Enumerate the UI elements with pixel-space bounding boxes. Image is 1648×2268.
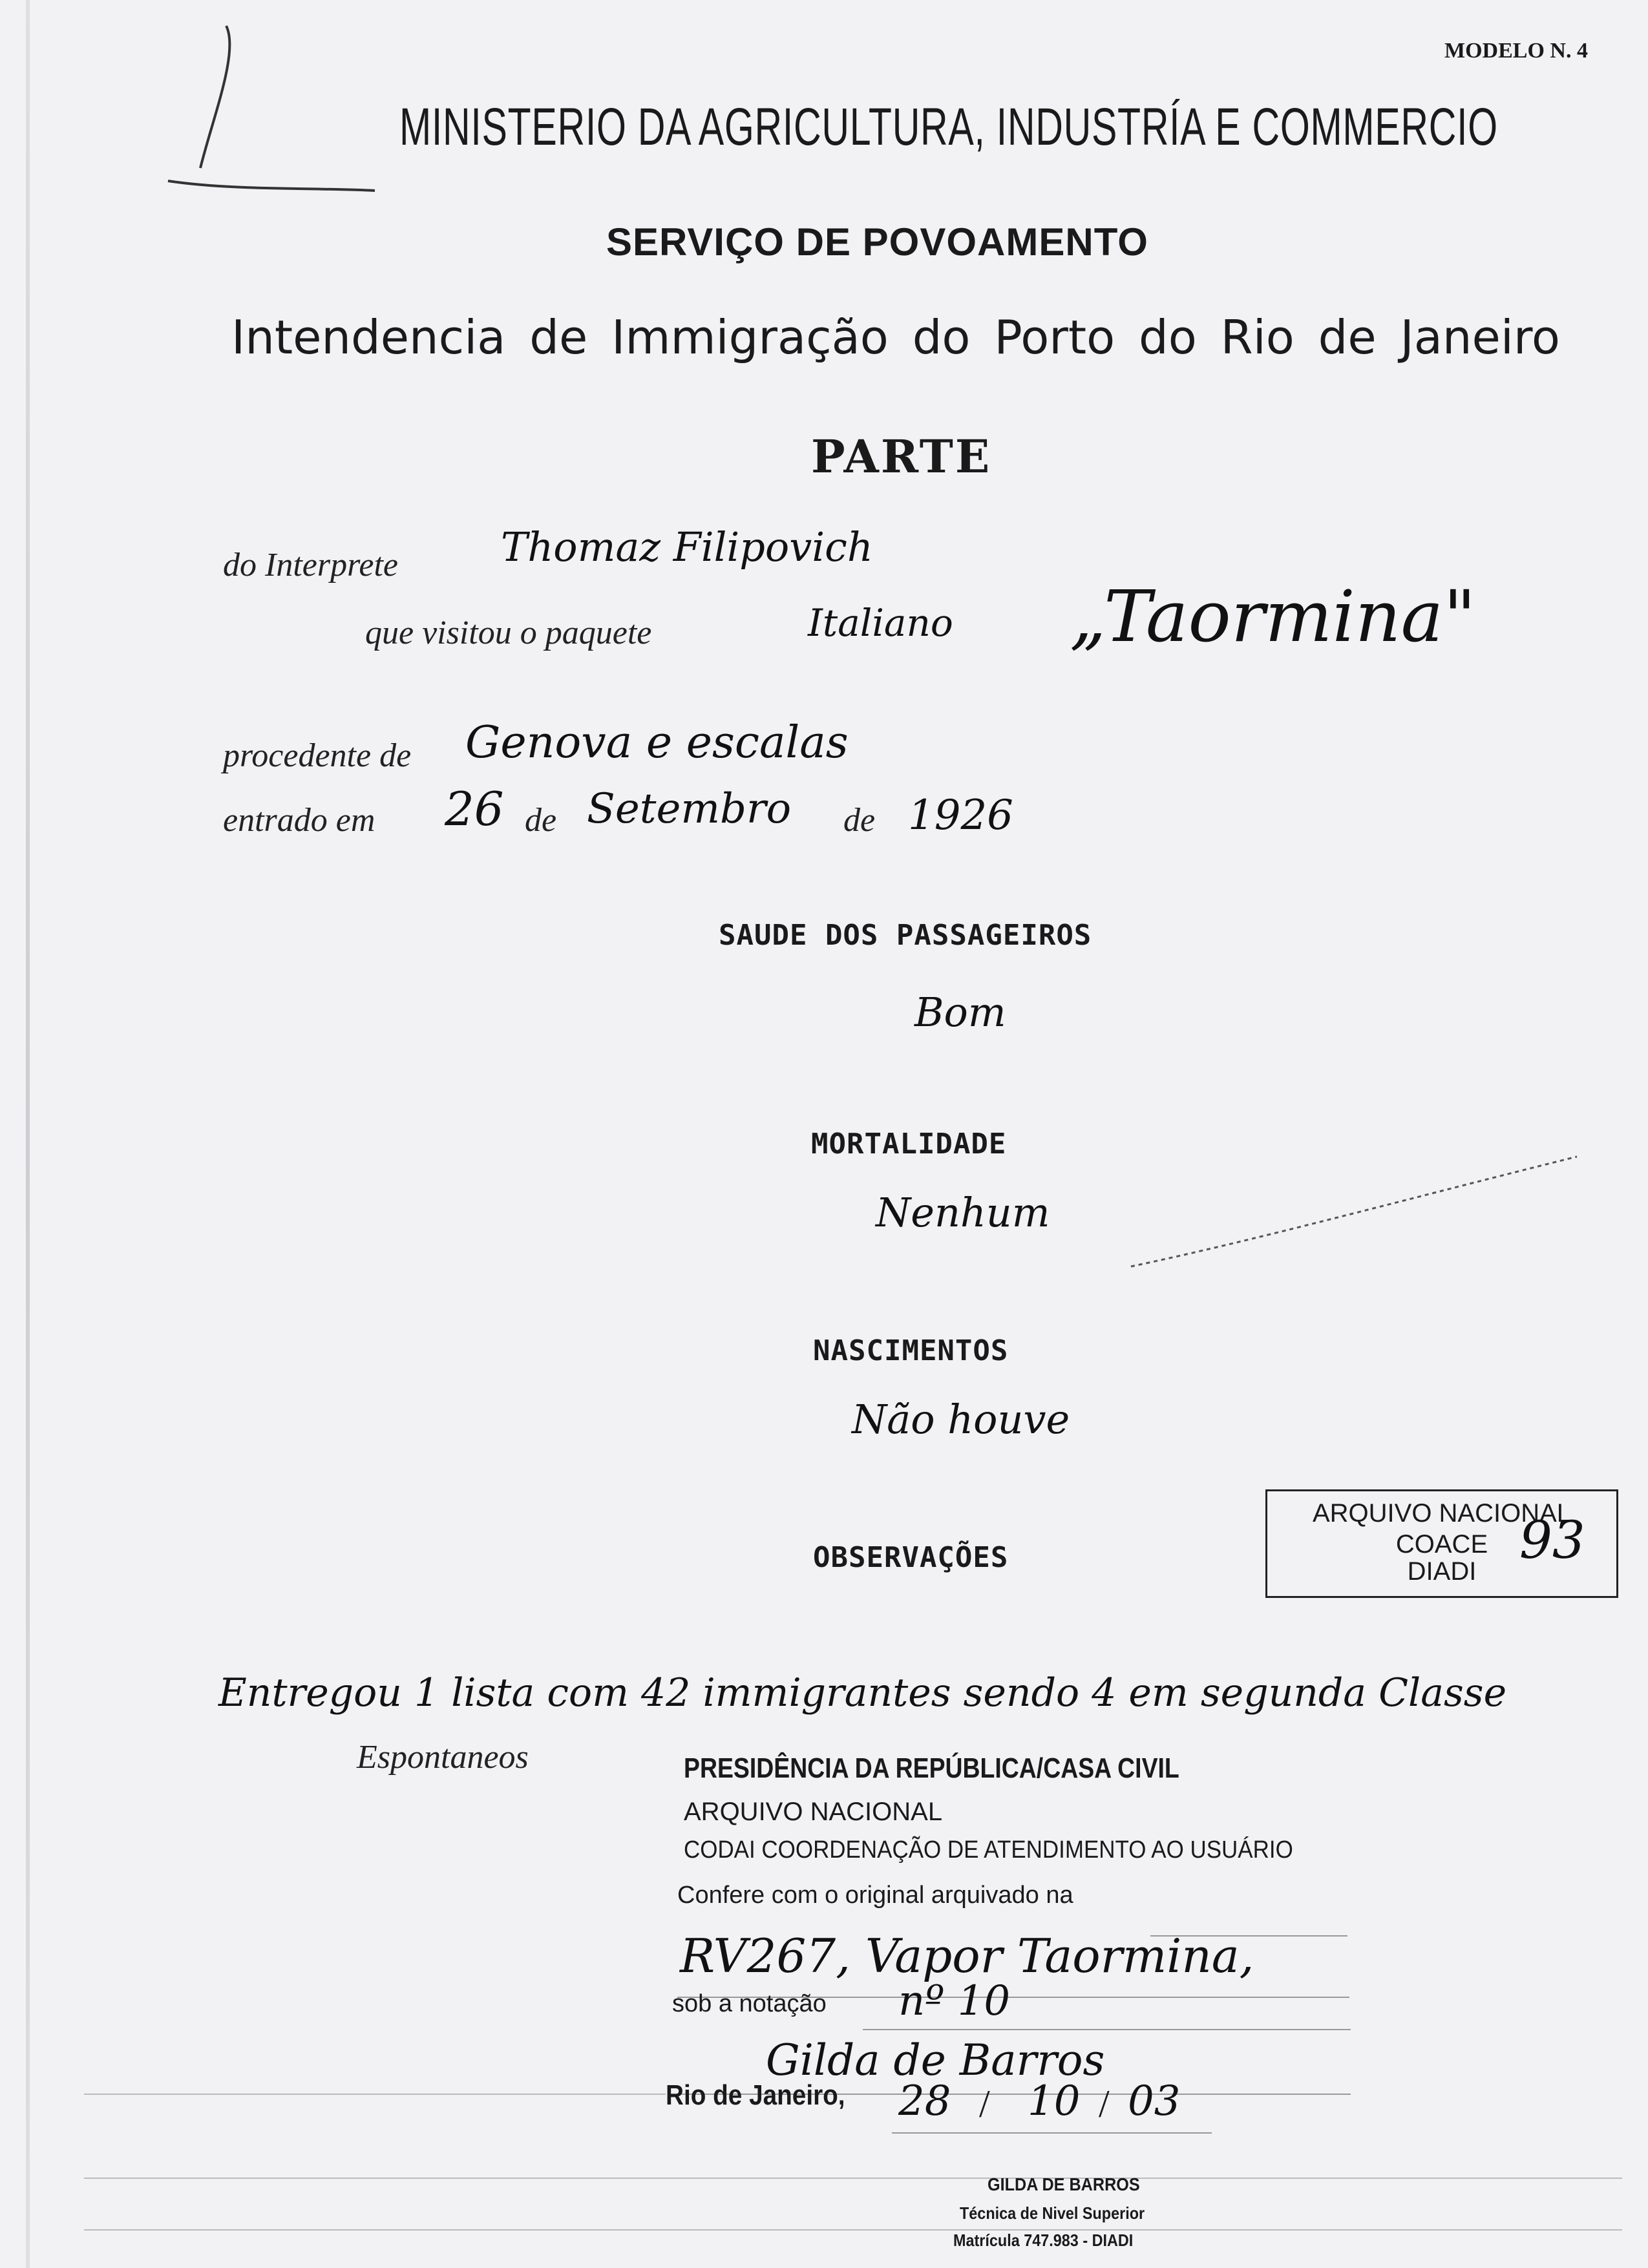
- cert-date-sep1: /: [979, 2083, 990, 2125]
- archive-stamp-line3: DIADI: [1407, 1557, 1477, 1586]
- entrado-day: 26: [445, 782, 504, 836]
- signer-name: GILDA DE BARROS: [988, 2174, 1140, 2194]
- observacoes-line1: Entregou 1 lista com 42 immigrantes sendo 4 em segunda Classe: [218, 1670, 1507, 1716]
- cert-line3: CODAI COORDENAÇÃO DE ATENDIMENTO AO USUÁRIO: [684, 1836, 1293, 1864]
- cert-place-label: Rio de Janeiro,: [666, 2079, 845, 2111]
- saude-value: Bom: [914, 989, 1006, 1036]
- entrado-year: 1926: [908, 792, 1013, 839]
- signer-title: Técnica de Nivel Superior: [960, 2203, 1145, 2223]
- entrado-month: Setembro: [587, 785, 792, 833]
- archive-stamp-line2: COACE: [1395, 1530, 1488, 1559]
- nascimentos-value: Não houve: [852, 1396, 1070, 1443]
- archive-stamp-handwritten: 93: [1519, 1510, 1585, 1570]
- intendencia-title: Intendencia de Immigração do Porto do Rio de Janeiro: [231, 310, 1560, 364]
- cert-line4-label: Confere com o original arquivado na: [677, 1882, 1073, 1909]
- paquete-name: „Taormina": [1070, 575, 1476, 658]
- cert-line5-value: RV267, Vapor Taormina,: [680, 1929, 1254, 1983]
- observacoes-title: OBSERVAÇÕES: [813, 1541, 1009, 1574]
- archive-stamp: [1265, 1489, 1618, 1598]
- paquete-label: que visitou o paquete: [365, 614, 652, 651]
- stray-dash-line: [1125, 1150, 1590, 1292]
- signer-matricula: Matrícula 747.983 - DIADI: [953, 2231, 1134, 2250]
- nascimentos-title: NASCIMENTOS: [813, 1334, 1009, 1367]
- cert-line6-label: sob a notação: [672, 1990, 827, 2017]
- observacoes-line2: Espontaneos: [357, 1739, 529, 1776]
- modelo-number: MODELO N. 4: [1444, 39, 1588, 63]
- cert-line2: ARQUIVO NACIONAL: [684, 1798, 943, 1826]
- interprete-value: Thomaz Filipovich: [501, 523, 873, 571]
- margin-pen-mark: [155, 13, 388, 246]
- archive-stamp-line1: ARQUIVO NACIONAL: [1312, 1499, 1572, 1528]
- procedente-label: procedente de: [223, 737, 412, 774]
- cert-date-month: 10: [1028, 2077, 1081, 2125]
- service-title: SERVIÇO DE POVOAMENTO: [606, 220, 1148, 264]
- cert-date-day: 28: [898, 2077, 951, 2125]
- cert-date-sep2: /: [1099, 2083, 1110, 2125]
- cert-line6-value: nº 10: [898, 1977, 1011, 2025]
- cert-line1: PRESIDÊNCIA DA REPÚBLICA/CASA CIVIL: [684, 1752, 1179, 1784]
- cert-date-year: 03: [1128, 2077, 1181, 2125]
- left-margin-edge: [26, 0, 30, 2268]
- paquete-nationality: Italiano: [808, 601, 953, 645]
- interprete-label: do Interprete: [223, 547, 398, 583]
- procedente-value: Genova e escalas: [465, 717, 849, 768]
- entrado-label: entrado em: [223, 802, 375, 839]
- entrado-de-2: de: [843, 802, 876, 839]
- mortalidade-value: Nenhum: [876, 1189, 1050, 1236]
- parte-title: PARTE: [811, 430, 992, 483]
- cert-signature: Gilda de Barros: [766, 2035, 1105, 2085]
- saude-title: SAUDE DOS PASSAGEIROS: [719, 919, 1092, 952]
- mortalidade-title: MORTALIDADE: [811, 1128, 1007, 1160]
- entrado-de-1: de: [525, 802, 557, 839]
- ministry-title: MINISTERIO DA AGRICULTURA, INDUSTRÍA E COMMERCIO: [399, 98, 1498, 156]
